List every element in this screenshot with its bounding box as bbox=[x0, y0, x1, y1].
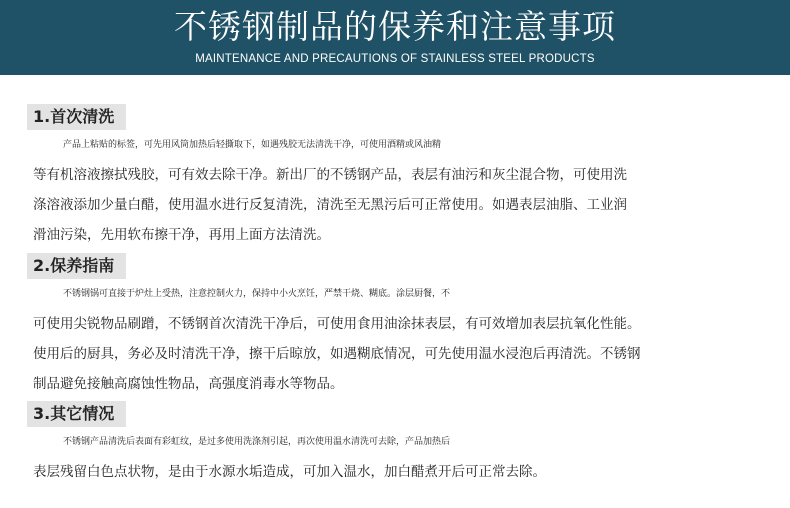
section-heading-maintenance-guide: 2.保养指南 bbox=[27, 253, 126, 279]
page-title: 不锈钢制品的保养和注意事项 bbox=[174, 7, 616, 46]
paragraph-line: 等有机溶液擦拭残胶，可有效去除干净。新出厂的不锈钢产品，表层有油污和灰尘混合物，可使用洗 bbox=[33, 167, 627, 183]
paragraph-line: 产品上粘贴的标签，可先用风筒加热后轻撕取下，如遇残胶无法清洗干净，可使用酒精或风油精 bbox=[63, 140, 442, 150]
paragraph-line: 不锈钢锅可直接于炉灶上受热，注意控制火力，保持中小火烹饪，严禁干烧、糊底。涂层厨餐，不 bbox=[63, 289, 451, 299]
paragraph-line: 使用后的厨具，务必及时清洗干净，擦干后晾放，如遇糊底情况，可先使用温水浸泡后再清洗。不锈钢 bbox=[33, 346, 641, 362]
paragraph-line: 不锈钢产品清洗后表面有彩虹纹，是过多使用洗涤剂引起，再次使用温水清洗可去除，产品加热后 bbox=[63, 437, 451, 447]
paragraph-line: 可使用尖锐物品刷蹭，不锈钢首次清洗干净后，可使用食用油涂抹表层，有可效增加表层抗氧化性能。 bbox=[33, 316, 641, 332]
paragraph-line: 制品避免接触高腐蚀性物品，高强度消毒水等物品。 bbox=[33, 376, 344, 392]
paragraph-line: 滑油污染，先用软布擦干净，再用上面方法清洗。 bbox=[33, 227, 330, 243]
section-heading-other-situations: 3.其它情况 bbox=[27, 401, 126, 427]
paragraph-line: 表层残留白色点状物，是由于水源水垢造成，可加入温水，加白醋煮开后可正常去除。 bbox=[33, 464, 546, 480]
paragraph-line: 涤溶液添加少量白醋，使用温水进行反复清洗，清洗至无黑污后可正常使用。如遇表层油脂、工业润 bbox=[33, 197, 627, 213]
section-heading-first-cleaning: 1.首次清洗 bbox=[27, 104, 126, 130]
header-banner bbox=[0, 0, 790, 75]
page-subtitle: MAINTENANCE AND PRECAUTIONS OF STAINLESS STEEL PRODUCTS bbox=[195, 53, 595, 65]
